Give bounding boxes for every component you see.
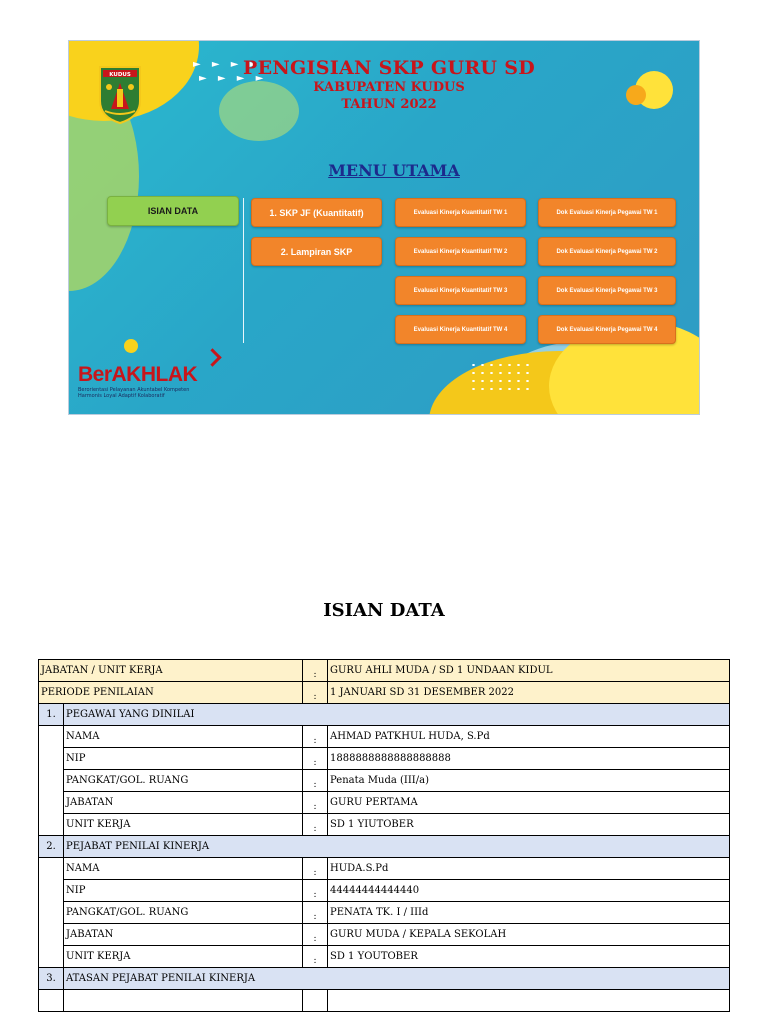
berakhlak-tagline: Berorientasi Pelayanan Akuntabel Kompeten (78, 387, 190, 393)
row-label: PERIODE PENILAIAN (39, 682, 303, 704)
berakhlak-wordmark: BerAKHLAK (78, 363, 198, 386)
group-header-row (39, 968, 730, 990)
menu-title: MENU UTAMA (328, 161, 460, 180)
row-value[interactable]: 1888888888888888888 (328, 748, 730, 770)
table-row (39, 770, 730, 792)
row-label: JABATAN (64, 792, 303, 814)
isian-data-table (38, 659, 730, 1012)
berakhlak-tagline: Harmonis Loyal Adaptif Kolaboratif (78, 393, 165, 399)
evaluasi-tw4-button[interactable]: Evaluasi Kinerja Kuantitatif TW 4 (395, 315, 526, 344)
crest-label: KUDUS (109, 72, 131, 78)
dok-evaluasi-tw2-button[interactable]: Dok Evaluasi Kinerja Pegawai TW 2 (538, 237, 676, 266)
colon: : (303, 858, 328, 880)
row-label: UNIT KERJA (64, 946, 303, 968)
divider (243, 198, 244, 343)
evaluasi-tw1-button[interactable]: Evaluasi Kinerja Kuantitatif TW 1 (395, 198, 526, 227)
group-title: PEGAWAI YANG DINILAI (64, 704, 730, 726)
colon: : (303, 726, 328, 748)
group-header-row (39, 836, 730, 858)
row-value[interactable]: Penata Muda (III/a) (328, 770, 730, 792)
colon: : (303, 770, 328, 792)
row-label: NIP (64, 748, 303, 770)
skp-jf-button[interactable]: 1. SKP JF (Kuantitatif) (251, 198, 382, 227)
row-value[interactable]: HUDA.S.Pd (328, 858, 730, 880)
colon: : (303, 682, 328, 704)
table-row (39, 990, 730, 1012)
table-row (39, 660, 730, 682)
group-number: 1. (39, 704, 64, 726)
group-title: ATASAN PEJABAT PENILAI KINERJA (64, 968, 730, 990)
isian-data-button[interactable]: ISIAN DATA (107, 196, 239, 226)
row-value[interactable]: SD 1 YIUTOBER (328, 814, 730, 836)
page-title-block (169, 57, 609, 113)
section-title: ISIAN DATA (323, 600, 445, 621)
row-value[interactable]: GURU AHLI MUDA / SD 1 UNDAAN KIDUL (328, 660, 730, 682)
table-row (39, 682, 730, 704)
group-number: 2. (39, 836, 64, 858)
colon (303, 990, 328, 1012)
table-row (39, 814, 730, 836)
row-label: NAMA (64, 726, 303, 748)
indent-cell (39, 858, 64, 968)
table-row (39, 858, 730, 880)
arrows-decor: ► ► ► ► ► ► ► ► (193, 59, 268, 84)
dok-evaluasi-tw3-button[interactable]: Dok Evaluasi Kinerja Pegawai TW 3 (538, 276, 676, 305)
row-label: NAMA (64, 858, 303, 880)
kudus-crest-icon (97, 59, 143, 125)
page-title: PENGISIAN SKP GURU SD (243, 57, 535, 79)
indent-cell (39, 990, 64, 1012)
colon: : (303, 880, 328, 902)
group-header-row (39, 704, 730, 726)
colon: : (303, 814, 328, 836)
colon: : (303, 946, 328, 968)
row-label: JABATAN / UNIT KERJA (39, 660, 303, 682)
table-row (39, 880, 730, 902)
row-label (64, 990, 303, 1012)
lampiran-skp-button[interactable]: 2. Lampiran SKP (251, 237, 382, 266)
colon: : (303, 924, 328, 946)
menu-banner (68, 40, 700, 415)
dots-decor (469, 361, 534, 393)
indent-cell (39, 726, 64, 836)
row-value[interactable]: SD 1 YOUTOBER (328, 946, 730, 968)
berakhlak-logo (78, 363, 218, 399)
row-label: PANGKAT/GOL. RUANG (64, 770, 303, 792)
colon: : (303, 792, 328, 814)
colon: : (303, 660, 328, 682)
row-value[interactable]: 44444444444440 (328, 880, 730, 902)
row-value[interactable]: PENATA TK. I / IIId (328, 902, 730, 924)
row-label: NIP (64, 880, 303, 902)
row-value[interactable] (328, 990, 730, 1012)
dok-evaluasi-tw4-button[interactable]: Dok Evaluasi Kinerja Pegawai TW 4 (538, 315, 676, 344)
row-label: UNIT KERJA (64, 814, 303, 836)
table-row (39, 726, 730, 748)
table-row (39, 748, 730, 770)
table-row (39, 924, 730, 946)
group-title: PEJABAT PENILAI KINERJA (64, 836, 730, 858)
group-number: 3. (39, 968, 64, 990)
table-row (39, 792, 730, 814)
page-year: TAHUN 2022 (341, 97, 437, 112)
evaluasi-tw2-button[interactable]: Evaluasi Kinerja Kuantitatif TW 2 (395, 237, 526, 266)
row-value[interactable]: GURU PERTAMA (328, 792, 730, 814)
colon: : (303, 902, 328, 924)
evaluasi-tw3-button[interactable]: Evaluasi Kinerja Kuantitatif TW 3 (395, 276, 526, 305)
page-subtitle: KABUPATEN KUDUS (313, 80, 465, 95)
row-label: JABATAN (64, 924, 303, 946)
table-row (39, 902, 730, 924)
row-label: PANGKAT/GOL. RUANG (64, 902, 303, 924)
row-value[interactable]: GURU MUDA / KEPALA SEKOLAH (328, 924, 730, 946)
decor-circle (626, 85, 646, 105)
row-value[interactable]: 1 JANUARI SD 31 DESEMBER 2022 (328, 682, 730, 704)
decor-circle (124, 339, 138, 353)
colon: : (303, 748, 328, 770)
row-value[interactable]: AHMAD PATKHUL HUDA, S.Pd (328, 726, 730, 748)
dok-evaluasi-tw1-button[interactable]: Dok Evaluasi Kinerja Pegawai TW 1 (538, 198, 676, 227)
table-row (39, 946, 730, 968)
